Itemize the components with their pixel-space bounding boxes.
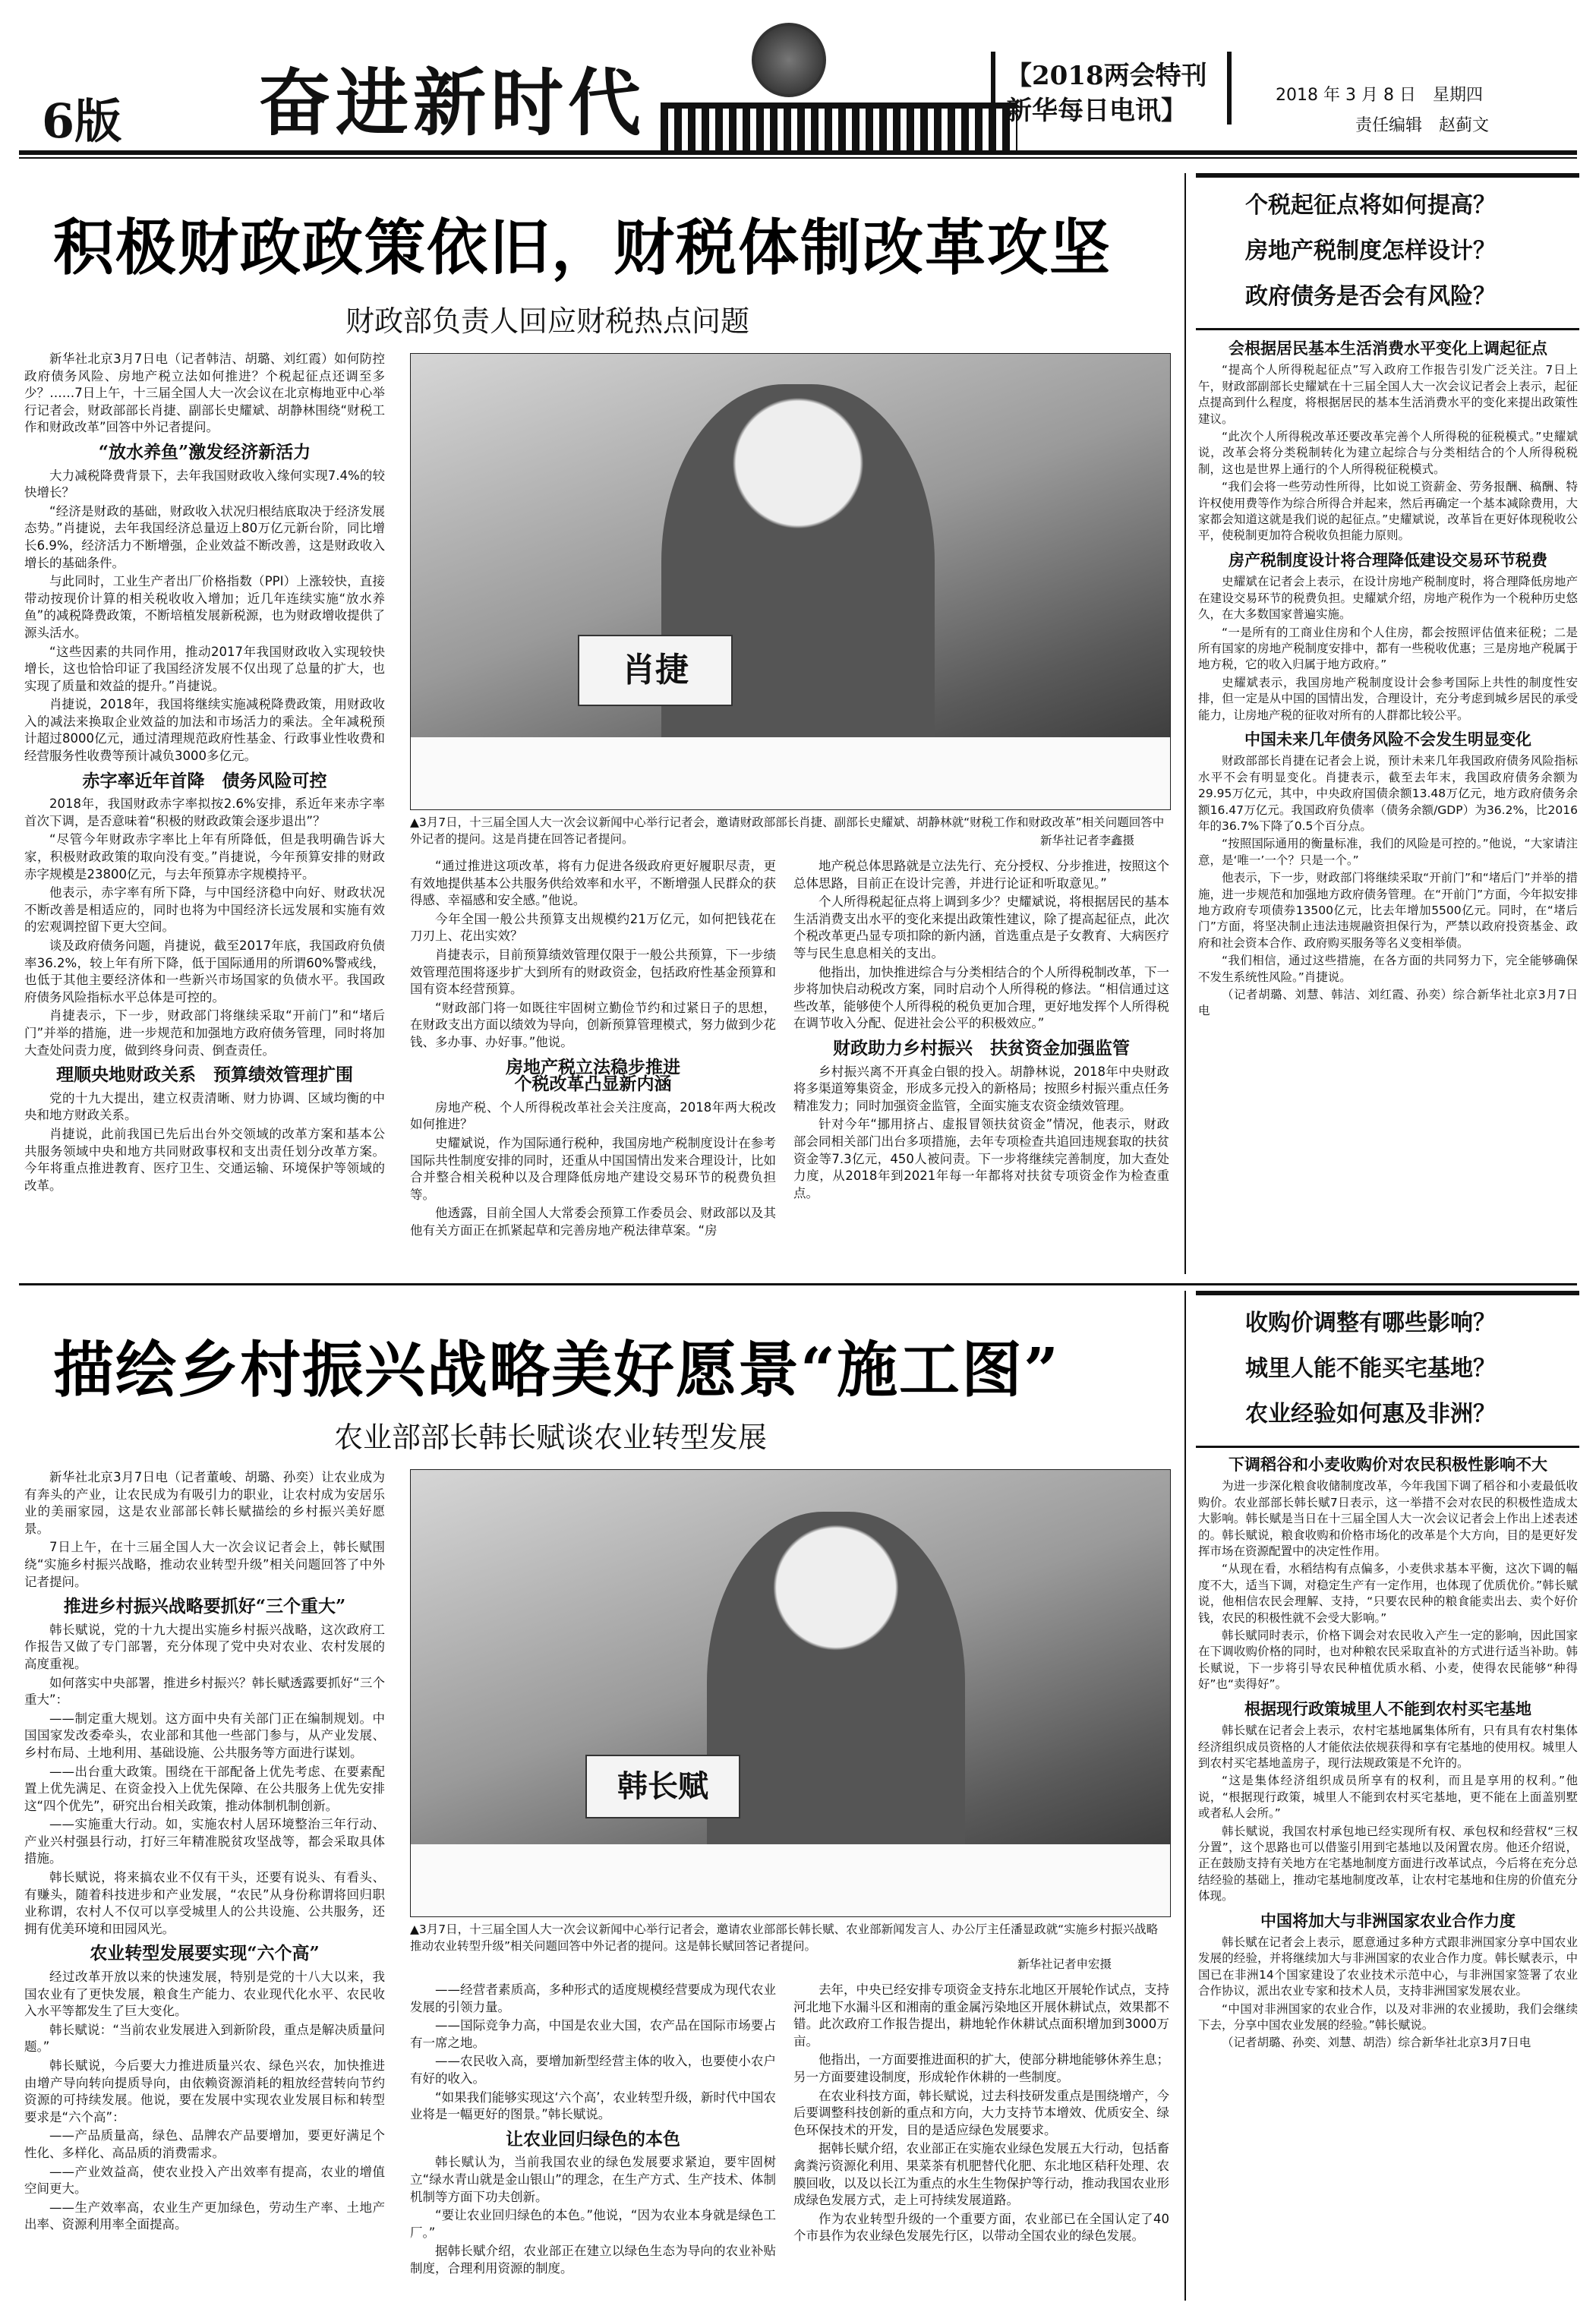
paragraph: ——国际竞争力高，中国是农业大国，农产品在国际市场要占有一席之地。 — [410, 2018, 776, 2050]
paragraph: 谈及政府债务问题，肖捷说，截至2017年底，我国政府负债率36.2%，较上年有所下降，低于国际通用的所谓60%警戒线，也低于其他主要经济体和一些新兴市场国家的负债水平。我国政府债务风险指标水平总体是可控的。 — [24, 938, 385, 1005]
paragraph: 史耀斌说，作为国际通行税种，我国房地产税制度设计在参考国际共性制度安排的同时，还重从中国国情出发来合理设计，比如合并整合相关税种以及合理降低房地产建设交易环节的税费负担等。 — [410, 1135, 776, 1202]
paragraph: 韩长赋说：“当前农业发展进入到新阶段，重点是解决质量问题。” — [24, 2022, 385, 2055]
article2-lead: 新华社北京3月7日电（记者董峻、胡璐、孙奕）让农业成为有奔头的产业，让农民成为有吸引力的职业，让农村成为安居乐业的美丽家园，这是农业部部长韩长赋描绘的乡村振兴美好愿景。 — [24, 1470, 385, 1536]
article2-heading3: 让农业回归绿色的本色 — [506, 2128, 680, 2150]
column-separator — [1184, 1291, 1186, 2301]
paragraph: 他指出，加快推进综合与分类相结合的个人所得税制改革，下一步将加快启动税改方案，同时启动个人所得税的修法。“相信通过这些改革，能够使个人所得税的税负更加合理，更好地发挥个人所得税在调节收入分配、促进社会公平的积极效应。” — [793, 964, 1169, 1031]
paragraph: 在农业科技方面，韩长赋说，过去科技研发重点是围绕增产，今后要调整科技创新的重点和方向，大力支持节本增效、优质安全、绿色环保技术的开发，目的是适应绿色发展要求。 — [793, 2088, 1169, 2137]
sidebar2-body — [1198, 1449, 1578, 2304]
speaker-figure — [707, 1512, 965, 1891]
paragraph: 据韩长赋介绍，农业部正在实施农业绿色发展五大行动，包括畜禽粪污资源化利用、果菜茶有机肥替代化肥、东北地区秸秆处理、农膜回收，以及以长江为重点的水生生物保护等行动，推动我国农业形成绿色发展方式，走上可持续发展道路。 — [793, 2141, 1169, 2208]
paragraph: 针对今年“挪用挤占、虚报冒领扶贫资金”情况，他表示，财政部会同相关部门出台多项措施，去年专项检查共追回违规套取的扶贫资金等7.3亿元，450人被问责。下一步将继续完善制度，加大查处力度，从2018年到2021年每一年都将对扶贫专项资金作为检查重点。 — [793, 1117, 1169, 1200]
paragraph: 他指出，一方面要推进面积的扩大，使部分耕地能够休养生息；另一方面要建设制度，形成轮作休耕的一些制度。 — [793, 2052, 1169, 2084]
paragraph: 史耀斌表示，我国房地产税制度设计会参考国际上共性的制度性安排，但一定是从中国的国情出发，合理设计，充分考虑到城乡居民的承受能力，让房地产税的征收对所有的人群都比较公平。 — [1198, 675, 1578, 722]
paragraph: 大力减税降费背景下，去年我国财政收入缘何实现7.4%的较快增长？ — [24, 468, 385, 500]
article1-lead: 新华社北京3月7日电（记者韩洁、胡璐、刘红霞）如何防控政府债务风险、房地产税立法如何推进？个税起征点还调至多少？……7日上午，十三届全国人大一次会议在北京梅地亚中心举行记者会，财政部部长肖捷、副部长史耀斌、胡静林围绕“财税工作和财政改革”回答中外记者提问。 — [24, 352, 385, 435]
paragraph: 经过改革开放以来的快速发展，特别是党的十八大以来，我国农业有了更快发展，粮食生产能力、农业现代化水平、农民收入水平等都发生了巨大变化。 — [24, 1970, 385, 2019]
responsible-editor: 责任编辑 赵蓟文 — [1355, 116, 1490, 135]
sidebar1-heading1: 会根据居民基本生活消费水平变化上调起征点 — [1229, 339, 1547, 358]
column-logo: 奋进新时代 — [258, 60, 645, 146]
sidebar2-question2: 城里人能不能买宅基地？ — [1245, 1355, 1496, 1382]
paragraph: 韩长赋说，党的十九大提出实施乡村振兴战略，这次政府工作报告又做了专门部署，充分体现了党中央对农业、农村发展的高度重视。 — [24, 1622, 385, 1671]
article1-column2 — [410, 858, 776, 1266]
paragraph: “我们会将一些劳动性所得，比如说工资薪金、劳务报酬、稿酬、特许权使用费等作为综合所得合并起来，然后再确定一个基本减除费用，大家都会知道这就是我们说的起征点。”史耀斌说，改革旨在更好体现税收公平，使税制更加符合税收负担能力原则。 — [1198, 480, 1578, 543]
paragraph: 财政部部长肖捷在记者会上说，预计未来几年我国政府债务风险指标水平不会有明显变化。肖捷表示，截至去年末，我国政府债务余额为29.95万亿元，其中，中央政府国债余额13.48万亿元，地方政府债务余额16.47万亿元。我国政府负债率（债务余额/GDP）为36.2%，比2016年的36.7%下降了0.5个百分点。 — [1198, 754, 1578, 833]
paragraph: 韩长赋同时表示，价格下调会对农民收入产生一定的影响，因此国家在下调收购价格的同时，也对种粮农民采取直补的方式进行适当补助。韩长赋说，下一步将引导农民种植优质水稻、小麦，使得农民能够“种得好”也“卖得好”。 — [1198, 1629, 1578, 1692]
special-edition-line2: 新华每日电讯】 — [1006, 96, 1187, 126]
article1-column3 — [793, 858, 1169, 1266]
page-header — [0, 0, 1596, 163]
desk — [411, 737, 1170, 809]
paragraph: ——产业效益高，使农业投入产出效率有提高，农业的增值空间更大。 — [24, 2164, 385, 2197]
sidebar2-question3: 农业经验如何惠及非洲？ — [1245, 1401, 1496, 1427]
national-emblem-icon — [752, 23, 826, 97]
sidebar1-question2: 房地产税制度怎样设计？ — [1245, 238, 1496, 264]
sidebar2-heading3: 中国将加大与非洲国家农业合作力度 — [1260, 1910, 1516, 1930]
paragraph: 他表示，赤字率有所下降，与中国经济稳中向好、财政状况不断改善是相适应的，同时也将为中国经济长远发展和实施有效的宏观调控留下更大空间。 — [24, 885, 385, 935]
paragraph: “这是集体经济组织成员所享有的权利，而且是享用的权利。”他说，“根据现行政策，城里人不能到农村买宅基地，更不能在上面盖别墅或者私人会所。” — [1198, 1774, 1578, 1821]
paragraph: 地产税总体思路就是立法先行、充分授权、分步推进，按照这个总体思路，目前正在设计完善，并进行论证和听取意见。” — [793, 859, 1169, 891]
paragraph: 今年全国一般公共预算支出规模约21万亿元，如何把钱花在刀刃上、花出实效？ — [410, 911, 776, 944]
great-hall-icon — [661, 103, 1017, 154]
paragraph: 与此同时，工业生产者出厂价格指数（PPI）上涨较快，直接带动按现价计算的相关税收收入增加；近几年连续实施“放水养鱼”的减税降费政策，不断培植发展新税源，也为财政增收提供了源头活水。 — [24, 574, 385, 640]
sidebar2-heading1: 下调稻谷和小麦收购价对农民积极性影响不大 — [1229, 1455, 1547, 1474]
paragraph: “通过推进这项改革，将有力促进各级政府更好履职尽责，更有效地提供基本公共服务供给效率和水平，不断增强人民群众的获得感、幸福感和安全感。”他说。 — [410, 859, 776, 908]
paragraph: “此次个人所得税改革还要改革完善个人所得税的征税模式。”史耀斌说，改革会将分类税制转化为建立起综合与分类相结合的个人所得税税制，这也是世界上通行的个人所得税征税模式。 — [1198, 430, 1578, 476]
sidebar1-body — [1198, 333, 1578, 1274]
section-divider — [19, 1283, 1577, 1285]
paragraph: “一是所有的工商业住房和个人住房，都会按照评估值来征税；二是所有国家的房地产税制度安排中，都有一些税收优惠；三是房地产税属于地方税，它的收入归属于地方政府。” — [1198, 625, 1578, 672]
paragraph: 韩长赋在记者会上表示，农村宅基地属集体所有，只有具有农村集体经济组织成员资格的人才能依法依规获得和享有宅基地的使用权。城里人到农村买宅基地盖房子，现行法规政策是不允许的。 — [1198, 1724, 1578, 1770]
paragraph: 韩长赋说，将来搞农业不仅有干头，还要有说头、有看头、有赚头，随着科技进步和产业发展，“农民”从身份称谓将回归职业称谓，农村人不仅可以享受城里人的公共设施、公共服务，还拥有优美环境和田园风光。 — [24, 1870, 385, 1936]
paragraph: ——产品质量高，绿色、品牌农产品要增加，要更好满足个性化、多样化、高品质的消费需求。 — [24, 2128, 385, 2160]
paragraph: ——实施重大行动。如，实施农村人居环境整治三年行动、产业兴村强县行动，打好三年精准脱贫攻坚战等，都会采取具体措施。 — [24, 1817, 385, 1866]
paragraph: 肖捷表示，下一步，财政部门将继续采取“开前门”和“堵后门”并举的措施，进一步规范和加强地方政府债务管理，同时将加大查处问责力度，做到终身问责、倒查责任。 — [24, 1008, 385, 1058]
paragraph: 肖捷说，2018年，我国将继续实施减税降费政策，用财政收入的减法来换取企业效益的加法和市场活力的乘法。全年减税预计超过8000亿元，通过清理规范政府性基金、行政事业性收费和经营服务性收费等预计减负3000多亿元。 — [24, 697, 385, 764]
sidebar1-heading2: 房产税制度设计将合理降低建设交易环节税费 — [1229, 550, 1547, 569]
paragraph: 作为农业转型升级的一个重要方面，农业部已在全国认定了40个市县作为农业绿色发展先行区，以带动全国农业的绿色发展。 — [793, 2211, 1169, 2244]
paragraph: 党的十九大提出，建立权责清晰、财力协调、区域均衡的中央和地方财政关系。 — [24, 1090, 385, 1123]
sidebar2-heading2: 根据现行政策城里人不能到农村买宅基地 — [1244, 1699, 1531, 1718]
issue-date: 2018 年 3 月 8 日 星期四 — [1276, 86, 1483, 105]
article2-column3 — [793, 1982, 1169, 2304]
paragraph: “我们相信，通过这些措施，在各方面的共同努力下，完全能够确保不发生系统性风险。”肖捷说。 — [1198, 954, 1578, 984]
speaker-figure — [661, 384, 935, 779]
paragraph: 肖捷表示，目前预算绩效管理仅限于一般公共预算，下一步绩效管理范围将逐步扩大到所有的财政资金，包括政府性基金预算和国有资本经营预算。 — [410, 947, 776, 997]
page-number: 6版 — [42, 93, 122, 149]
article1-subtitle: 财政部负责人回应财税热点问题 — [345, 304, 750, 338]
paragraph: “要让农业回归绿色的本色。”他说，“因为农业本身就是绿色工厂。” — [410, 2208, 776, 2240]
paragraph: 如何落实中央部署，推进乡村振兴？韩长赋透露要抓好“三个重大”： — [24, 1675, 385, 1708]
paragraph: 为进一步深化粮食收储制度改革，今年我国下调了稻谷和小麦最低收购价。农业部部长韩长赋7日表示，这一举措不会对农民的积极性造成太大影响。韩长赋是当日在十三届全国人大一次会议记者会上作出上述表述的。韩长赋说，粮食收购和价格市场化的改革是个大方向，目的是更好发挥市场在资源配置中的决定性作用。 — [1198, 1479, 1578, 1559]
nameplate: 韩长赋 — [585, 1755, 740, 1818]
paragraph: 韩长赋在记者会上表示，愿意通过多种方式跟非洲国家分享中国农业发展的经验，并将继续加大与非洲国家的农业合作力度。韩长赋表示，中国已在非洲14个国家建设了农业技术示范中心，与非洲国家签署了农业合作协议，派出农业专家和技术人员，支持非洲国家发展农业。 — [1198, 1935, 1578, 1998]
article2-photo-caption: ▲3月7日，十三届全国人大一次会议新闻中心举行记者会，邀请农业部部长韩长赋、农业部新闻发言人、办公厅主任潘显政就“实施乡村振兴战略 推动农业转型升级”相关问题回答中外记者的提问。这是韩长赋回答记者提问。 — [410, 1922, 1170, 1953]
paragraph: ——制定重大规划。这方面中央有关部门正在编制规划。中国国家发改委牵头，农业部和其他一些部门参与，从产业发展、乡村布局、土地利用、基础设施、公共服务等方面进行谋划。 — [24, 1711, 385, 1760]
special-edition-line1: 【2018两会特刊 — [1006, 61, 1207, 91]
paragraph: 史耀斌在记者会上表示，在设计房地产税制度时，将合理降低房地产在建设交易环节的税费负担。史耀斌介绍，房地产税作为一个税种历史悠久，在大多数国家普遍实施。 — [1198, 575, 1578, 622]
byline: （记者胡璐、刘慧、韩洁、刘红霞、孙奕）综合新华社北京3月7日电 — [1198, 988, 1578, 1018]
paragraph: “从现在看，水稻结构有点偏多，小麦供求基本平衡，这次下调的幅度不大，适当下调，对稳定生产有一定作用，也体现了优质优价。”韩长赋说，他相信农民会理解、支持，“只要农民种的粮食能卖出去、卖个好价钱，农民的积极性就不会受大影响。” — [1198, 1562, 1578, 1625]
article2-heading2: 农业转型发展要实现“六个高” — [90, 1943, 320, 1964]
desk — [411, 1844, 1170, 1916]
paragraph: 乡村振兴离不开真金白银的投入。胡静林说，2018年中央财政将多渠道筹集资金，形成多元投入的新格局；按照乡村振兴重点任务精准发力；同时加强资金监管，全面实施支农资金绩效管理。 — [793, 1064, 1169, 1113]
paragraph: “中国对非洲国家的农业合作，以及对非洲的农业援助，我们会继续下去，分享中国农业发展的经验。”韩长赋说。 — [1198, 2001, 1578, 2032]
article2-column2 — [410, 1982, 776, 2304]
paragraph: 他表示，下一步，财政部门将继续采取“开前门”和“堵后门”并举的措施，进一步规范和加强地方政府债务管理。在“开前门”方面，今年拟安排地方政府专项债券13500亿元，比去年增加5500亿元。同时，在“堵后门”方面，将坚决制止违法违规融资担保行为，严禁以政府投资基金、政府和社会资本合作、政府购买服务等名义变相举债。 — [1198, 871, 1578, 950]
nameplate: 肖捷 — [578, 635, 733, 706]
paragraph: ——生产效率高，农业生产更加绿色，劳动生产率、土地产出率、资源利用率全面提高。 — [24, 2200, 385, 2232]
paragraph: 韩长赋说，今后要大力推进质量兴农、绿色兴农，加快推进由增产导向转向提质导向，由依赖资源消耗的粗放经营转向节约资源的可持续发展。他说，要在发展中实现农业发展目标和转型要求是“六个高”： — [24, 2058, 385, 2124]
paragraph: 个人所得税起征点将上调到多少？史耀斌说，将根据居民的基本生活消费支出水平的变化来提出政策性建议，除了提高起征点，此次个税改革更凸显专项扣除的新内涵，首选重点是子女教育、大病医疗等与民生息息相关的支出。 — [793, 894, 1169, 960]
article1-heading1: “放水养鱼”激发经济新活力 — [98, 441, 311, 462]
sidebar1-question1: 个税起征点将如何提高？ — [1245, 192, 1496, 219]
article2-heading1: 推进乡村振兴战略要抓好“三个重大” — [63, 1596, 346, 1617]
paragraph: 据韩长赋介绍，农业部正在建立以绿色生态为导向的农业补贴制度，合理利用资源的制度。 — [410, 2244, 776, 2276]
header-rule-thin — [19, 157, 1577, 159]
article1-heading3: 理顺央地财政关系 预算绩效管理扩围 — [56, 1065, 353, 1086]
paragraph: 韩长赋说，我国农村承包地已经实现所有权、承包权和经营权“三权分置”，这个思路也可以借鉴引用到宅基地以及闲置农房。他还介绍说，正在鼓励支持有关地方在宅基地制度方面进行改革试点，今后将在充分总结经验的基础上，推动宅基地制度改革，让农村宅基地和住房的价值充分体现。 — [1198, 1824, 1578, 1904]
paragraph: 他透露，目前全国人大常委会预算工作委员会、财政部以及其他有关方面正在抓紧起草和完善房地产税法律草案。“房 — [410, 1206, 776, 1238]
article2-title: 描绘乡村振兴战略美好愿景“施工图” — [53, 1334, 1061, 1405]
paragraph: 去年，中央已经安排专项资金支持东北地区开展轮作试点，支持河北地下水漏斗区和湘南的重金属污染地区开展休耕试点，效果都不错。此次政府工作报告提出，耕地轮作休耕试点面积增加到3000万亩。 — [793, 1982, 1169, 2049]
article2-photo — [410, 1469, 1171, 1917]
sidebar1-heading3: 中国未来几年债务风险不会发生明显变化 — [1244, 729, 1531, 749]
column-separator — [1184, 173, 1186, 1274]
paragraph: “按照国际通用的衡量标准，我们的风险是可控的。”他说，“大家请注意，是‘唯一’一个？只是一个。” — [1198, 837, 1578, 867]
header-rule — [19, 150, 1577, 155]
paragraph: ——农民收入高，要增加新型经营主体的收入，也要使小农户有好的收入。 — [410, 2054, 776, 2086]
article1-column1 — [24, 351, 385, 1266]
article1-photo-credit: 新华社记者李鑫摄 — [1040, 834, 1135, 847]
paragraph: ——出台重大政策。围绕在干部配备上优先考虑、在要素配置上优先满足、在资金投入上优先保障、在公共服务上优先安排这“四个优先”，研究出台相关政策，推动体制机制创新。 — [24, 1764, 385, 1813]
paragraph: 韩长赋认为，当前我国农业的绿色发展要求紧迫，要牢固树立“绿水青山就是金山银山”的理念，在生产方式、生产技术、体制机制等方面下功夫创新。 — [410, 2155, 776, 2204]
article2-column1 — [24, 1469, 385, 2304]
article1-heading4: 房地产税立法稳步推进 个税改革凸显新内涵 — [506, 1056, 680, 1095]
byline: （记者胡璐、孙奕、刘慧、胡浩）综合新华社北京3月7日电 — [1222, 2036, 1531, 2050]
paragraph: ——经营者素质高，多种形式的适度规模经营要成为现代农业发展的引领力量。 — [410, 1982, 776, 2014]
article2-photo-credit: 新华社记者申宏摄 — [1017, 1957, 1112, 1971]
paragraph: 7日上午，在十三届全国人大一次会议记者会上，韩长赋围绕“实施乡村振兴战略，推动农业转型升级”相关问题回答了中外记者提问。 — [24, 1540, 385, 1589]
sidebar2-question1: 收购价调整有哪些影响？ — [1245, 1310, 1496, 1336]
article1-title: 积极财政政策依旧，财税体制改革攻坚 — [53, 212, 1112, 283]
article1-heading5: 财政助力乡村振兴 扶贫资金加强监管 — [833, 1037, 1130, 1058]
article1-photo-caption: ▲3月7日，十三届全国人大一次会议新闻中心举行记者会，邀请财政部部长肖捷、副部长史耀斌、胡静林就“财税工作和财政改革”相关问题回答中外记者的提问。这是肖捷在回答记者提问。 — [410, 815, 1165, 846]
sidebar1-question3: 政府债务是否会有风险？ — [1245, 283, 1496, 310]
paragraph: “财政部门将一如既往牢固树立勤俭节约和过紧日子的思想，在财政支出方面以绩效为导向，创新预算管理模式，努力做到少花钱、多办事、办好事。”他说。 — [410, 1000, 776, 1049]
paragraph: “经济是财政的基础，财政收入状况归根结底取决于经济发展态势。”肖捷说，去年我国经济总量迈上80万亿元新台阶，同比增长6.9%，经济活力不断增强，企业效益不断改善，这是财政收入增长的基础条件。 — [24, 503, 385, 570]
paragraph: 房地产税、个人所得税改革社会关注度高，2018年两大税改如何推进？ — [410, 1099, 776, 1132]
article2-subtitle: 农业部部长韩长赋谈农业转型发展 — [334, 1421, 768, 1454]
article1-photo — [410, 353, 1171, 810]
paragraph: 2018年，我国财政赤字率拟按2.6%安排，系近年来赤字率首次下调，是否意味着“积极的财政政策会逐步退出”？ — [24, 796, 385, 828]
paragraph: “如果我们能够实现这‘六个高’，农业转型升级，新时代中国农业将是一幅更好的图景。”韩长赋说。 — [410, 2090, 776, 2122]
article1-heading2: 赤字率近年首降 债务风险可控 — [82, 770, 327, 791]
paragraph: “提高个人所得税起征点”写入政府工作报告引发广泛关注。7日上午，财政部副部长史耀斌在十三届全国人大一次会议记者会上表示，起征点提高到什么程度，将根据居民的基本生活消费水平的变化来提出政策性建议。 — [1198, 363, 1578, 426]
paragraph: “尽管今年财政赤字率比上年有所降低，但是我明确告诉大家，积极财政政策的取向没有变。”肖捷说，今年预算安排的财政赤字规模是23800亿元，与去年预算赤字规模持平。 — [24, 832, 385, 882]
paragraph: 肖捷说，此前我国已先后出台外交领域的改革方案和基本公共服务领域中央和地方共同财政事权和支出责任划分改革方案。今年将重点推进教育、医疗卫生、交通运输、环境保护等领域的改革。 — [24, 1126, 385, 1193]
paragraph: “这些因素的共同作用，推动2017年我国财政收入实现较快增长，这也恰恰印证了我国经济发展不仅出现了总量的扩大，也实现了质量和效益的提升。”肖捷说。 — [24, 644, 385, 693]
